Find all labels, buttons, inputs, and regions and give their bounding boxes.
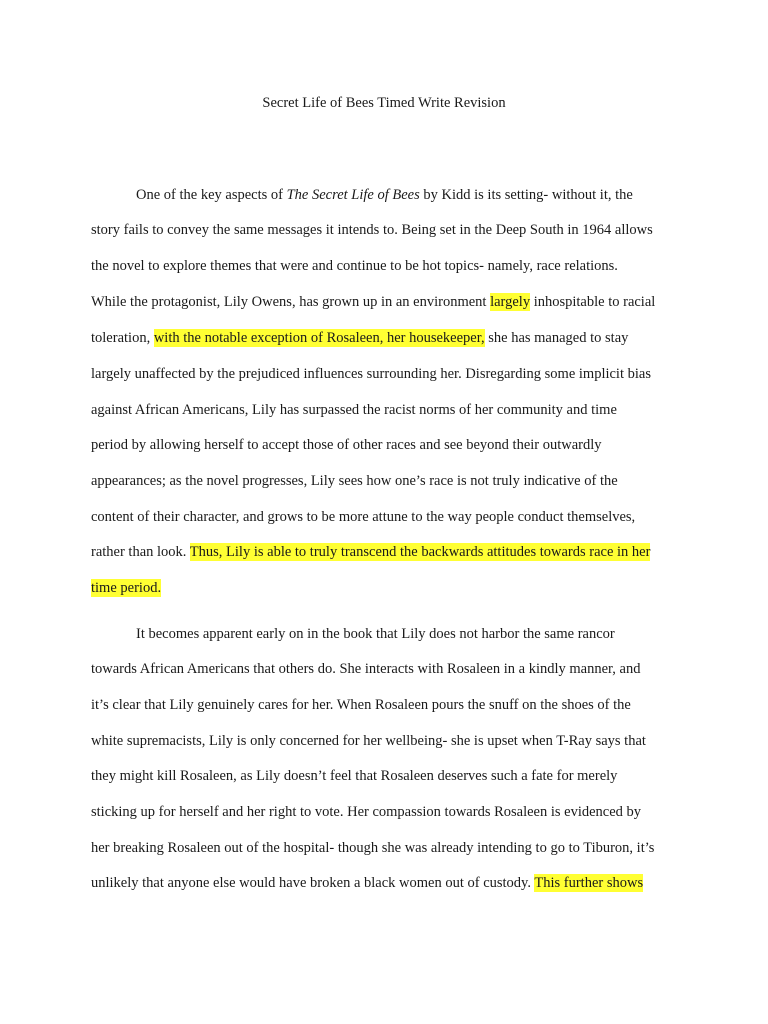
paragraph-1-line-10: content of their character, and grows to be more attune to the way people conduct themselves, (91, 509, 636, 525)
paragraph-1-line-12 (91, 576, 691, 600)
paragraph-2-line-4: white supremacists, Lily is only concerned for her wellbeing- she is upset when T-Ray says that (91, 733, 646, 749)
paragraph-2-line-7: her breaking Rosaleen out of the hospital- though she was already intending to go to Tiburon, it’s (91, 840, 655, 856)
paragraph-2-line-2: towards African Americans that others do. She interacts with Rosaleen in a kindly manner, and (91, 661, 641, 677)
paragraph-1-line-7: against African Americans, Lily has surpassed the racist norms of her community and time (91, 402, 617, 418)
text-run: toleration, (91, 330, 154, 346)
highlighted-text: with the notable exception of Rosaleen, her housekeeper, (153, 330, 485, 346)
highlighted-text: Thus, Lily is able to truly transcend the backwards attitudes towards race in her (189, 544, 651, 560)
highlighted-text: largely (490, 294, 531, 310)
paragraph-1-line-3: the novel to explore themes that were and continue to be hot topics- namely, race relations. (91, 258, 618, 274)
highlighted-text: This further shows (534, 875, 644, 891)
text-run: While the protagonist, Lily Owens, has grown up in an environment (91, 294, 491, 310)
paragraph-1-line-11 (91, 540, 691, 564)
document-title: Secret Life of Bees Timed Write Revision (262, 95, 506, 111)
highlighted-text: time period. (91, 580, 162, 596)
paragraph-1-line-2: story fails to convey the same messages it intends to. Being set in the Deep South in 1964 allows (91, 222, 653, 238)
text-run: by Kidd is its setting- without it, the (419, 187, 633, 203)
paragraph-2-line-1: It becomes apparent early on in the book that Lily does not harbor the same rancor (136, 626, 615, 642)
paragraph-2-line-3: it’s clear that Lily genuinely cares for her. When Rosaleen pours the snuff on the shoes of the (91, 697, 631, 713)
paragraph-2-line-8 (91, 871, 691, 895)
paragraph-1-line-6: largely unaffected by the prejudiced influences surrounding her. Disregarding some implicit bias (91, 366, 651, 382)
text-run: unlikely that anyone else would have broken a black women out of custody. (91, 875, 535, 891)
paragraph-2-line-6: sticking up for herself and her right to vote. Her compassion towards Rosaleen is evidenced by (91, 804, 642, 820)
text-run: she has managed to stay (484, 330, 629, 346)
paragraph-2-line-5: they might kill Rosaleen, as Lily doesn’t feel that Rosaleen deserves such a fate for merely (91, 768, 618, 784)
paragraph-1-line-5 (91, 326, 691, 350)
text-run: inhospitable to racial (530, 294, 656, 310)
paragraph-1-line-1 (136, 183, 736, 207)
text-run: One of the key aspects of (136, 187, 287, 203)
book-title-italic: The Secret Life of Bees (286, 187, 420, 203)
text-run: rather than look. (91, 544, 190, 560)
paragraph-1-line-9: appearances; as the novel progresses, Lily sees how one’s race is not truly indicative of the (91, 473, 618, 489)
paragraph-1-line-8: period by allowing herself to accept those of other races and see beyond their outwardly (91, 437, 602, 453)
paragraph-1-line-4 (91, 290, 691, 314)
